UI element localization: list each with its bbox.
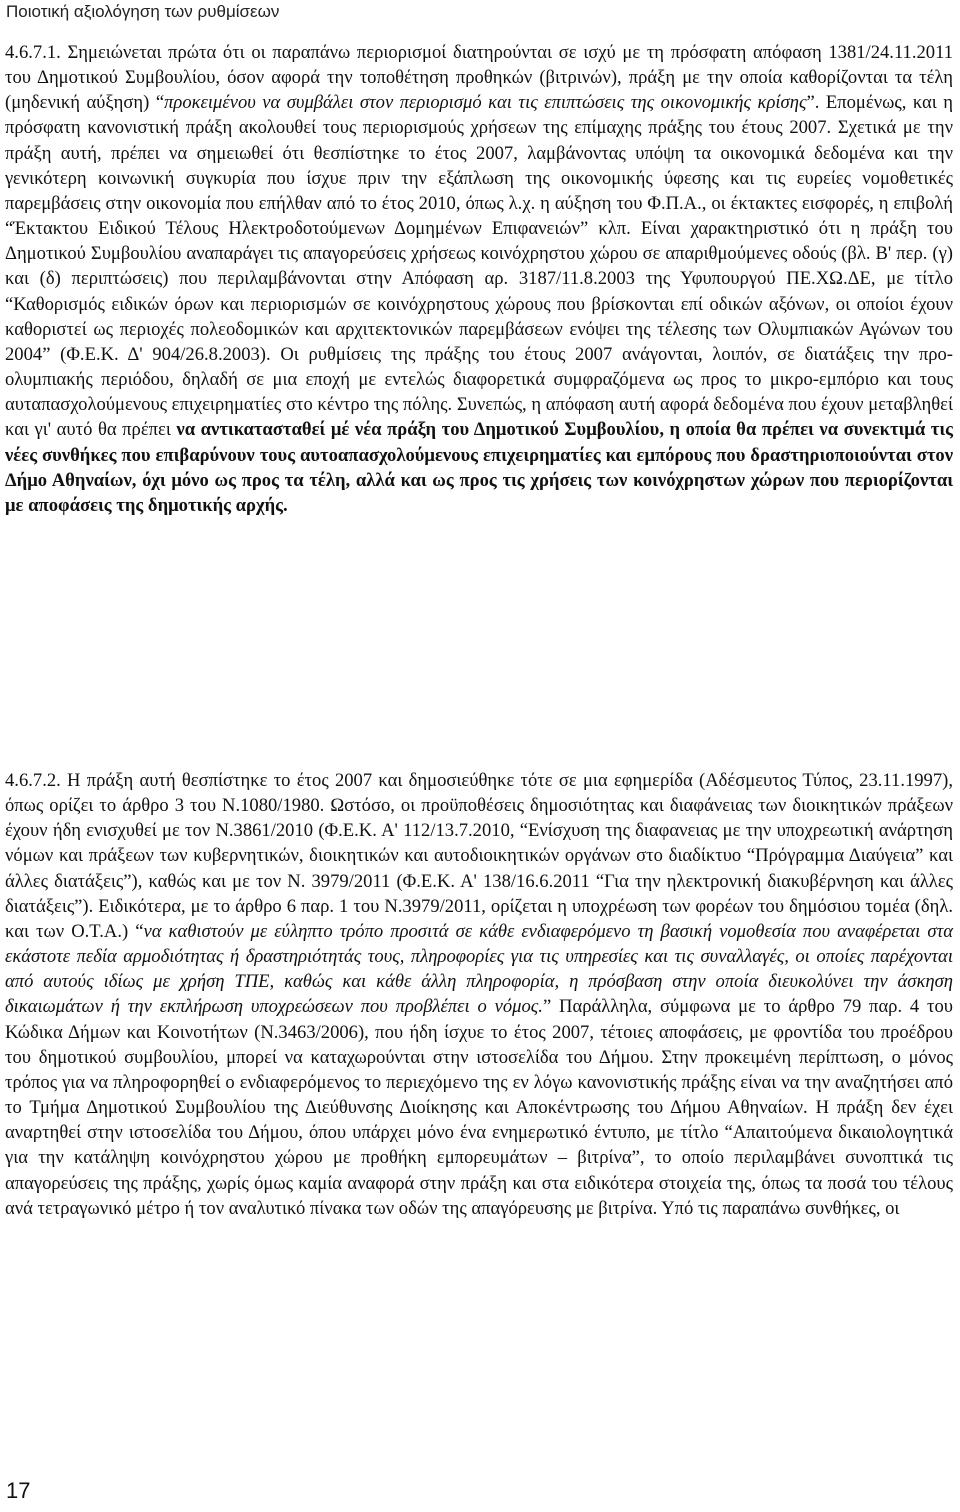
text-run: 4.6.7.1. Σημειώνεται πρώτα ότι οι παραπάνω περιορισμοί διατηρούνται σε ισχύ με τη πρόσφατη απόφαση 1381/24.11.2011 του Δημοτικού Συμβουλίου, όσον αφορά την τοποθέτηση προθηκών (βιτρινών), πράξη με την οποία καθορίζονται τα τέλη (μηδενική αύξηση) “: [5, 42, 953, 114]
text-run-italic: προκειμένου να συμβάλει στον περιορισμό και τις επιπτώσεις της οικονομικής κρίσης: [164, 92, 807, 114]
page-number: 17: [6, 1478, 31, 1503]
running-header: Ποιοτική αξιολόγηση των ρυθμίσεων: [6, 2, 280, 21]
paragraph-4-6-7-1: [5, 40, 953, 518]
text-run-italic: να καθιστούν με εύληπτο τρόπο προσιτά σε κάθε ενδιαφερόμενο τη βασική νομοθεσία που αναφέρεται στα εκάστοτε πεδία αρμοδιότητας ή δραστηριότητάς τους, πληροφορίες για τις υπηρεσίες και τις συναλλαγές, οι οποίες παρέχονται από αυτούς ιδίως με χρήση ΤΠΕ, καθώς και κάθε άλλη πληροφορία, η πρόσβαση στην οποία διευκολύνει την άσκηση δικαιωμάτων ή την εκπλήρωση υποχρεώσεων που προβλέπει ο νόμος.: [5, 920, 953, 1018]
text-run: 4.6.7.2. Η πράξη αυτή θεσπίστηκε το έτος 2007 και δημοσιεύθηκε τότε σε μια εφημερίδα (Αδέσμευτος Τύπος, 23.11.1997), όπως ορίζει το άρθρο 3 του Ν.1080/1980. Ωστόσο, οι προϋποθέσεις δημοσιότητας και διαφάνειας των διοικητικών πράξεων έχουν ήδη ενισχυθεί με τον Ν.3861/2010 (Φ.Ε.Κ. Α' 112/13.7.2010, “Ενίσχυση της διαφανειας με την υποχρεωτική ανάρτηση νόμων και πράξεων των κυβερνητικών, διοικητικών και αυτοδιοικητικών οργάνων στο διαδίκτυο “Πρόγραμμα Διαύγεια” και άλλες διατάξεις”), καθώς και με τον Ν. 3979/2011 (Φ.Ε.Κ. Α' 138/16.6.2011 “Για την ηλεκτρονική διακυβέρνηση και άλλες διατάξεις”). Ειδικότερα, με το άρθρο 6 παρ. 1 του Ν.3979/2011, ορίζεται η υποχρέωση των φορέων του δημόσιου τομέα (δηλ. και των Ο.Τ.Α.) “: [5, 770, 953, 942]
text-run: ” Παράλληλα, σύμφωνα με το άρθρο 79 παρ. 4 του Κώδικα Δήμων και Κοινοτήτων (Ν.3463/2006), που ήδη ίσχυε το έτος 2007, τέτοιες αποφάσεις, με φροντίδα του προέδρου του δημοτικού συμβουλίου, μπορεί να καταχωρούνται στην ιστοσελίδα του Δήμου. Στην προκειμένη περίπτωση, ο μόνος τρόπος για να πληροφορηθεί ο ενδιαφερόμενος το περιεχόμενο της εν λόγω κανονιστικής πράξης είναι να την αναζητήσει από το Τμήμα Δημοτικού Συμβουλίου της Διεύθυνσης Διοίκησης και Αποκέντρωσης του Δήμου Αθηναίων. Η πράξη δεν έχει αναρτηθεί στην ιστοσελίδα του Δήμου, όπου υπάρχει μόνο ένα ενημερωτικό έντυπο, με τίτλο “Απαιτούμενα δικαιολογητικά για την κατάληψη κοινόχρηστου χώρου με προθήκη εμπορευμάτων – βιτρίνα”, το οποίο περιλαμβάνει συνοπτικά τις απαγορεύσεις της πράξης, χωρίς όμως καμία αναφορά στην πράξη και στα ειδικότερα στοιχεία της, όπως τα ποσά του τέλους ανά τετραγωνικό μέτρο ή τον αναλυτικό πίνακα των οδών της απαγόρευσης με βιτρίνα. Υπό τις παραπάνω συνθήκες, οι: [5, 996, 954, 1219]
text-run: ”. Επομένως, και η πρόσφατη κανονιστική πράξη ακολουθεί τους περιορισμούς χρήσεων της επίμαχης πράξης του έτους 2007. Σχετικά με την πράξη αυτή, πρέπει να σημειωθεί ότι θεσπίστηκε το έτος 2007, λαμβάνοντας υπόψη τα οικονομικά δεδομένα και την γενικότερη κοινωνική συγκυρία που ίσχυε πριν την εξάπλωση της οικονομικής ύφεσης και τις ευρείες νομοθετικές παρεμβάσεις στην οικονομία που επήλθαν από το έτος 2010, όπως λ.χ. η αύξηση του Φ.Π.Α., οι έκτακτες εισφορές, η επιβολή “Έκτακτου Ειδικού Τέλους Ηλεκτροδοτούμενων Δομημένων Επιφανειών” κλπ. Είναι χαρακτηριστικό ότι η πράξη του Δημοτικού Συμβουλίου αναπαράγει τις απαγορεύσεις χρήσεως κοινόχρηστου χώρου σε απαριθμούμενες οδούς (βλ. Β' περ. (γ) και (δ) περιπτώσεις) που περιλαμβάνονται στην Απόφαση αρ. 3187/11.8.2003 της Υφυπουργού ΠΕ.ΧΩ.ΔΕ, με τίτλο “Καθορισμός ειδικών όρων και περιορισμών σε κοινόχρηστους χώρους που βρίσκονται επί οδικών αξόνων, οι οποίοι έχουν καθοριστεί ως περιοχές πολεοδομικών και αρχιτεκτονικών παρεμβάσεων ενόψει της τέλεσης των Ολυμπιακών Αγώνων του 2004” (Φ.Ε.Κ. Δ' 904/26.8.2003). Οι ρυθμίσεις της πράξης του έτους 2007 ανάγονται, λοιπόν, σε διατάξεις την προ-ολυμπιακής περιόδου, δηλαδή σε μια εποχή με εντελώς διαφορετικά συμφραζόμενα ως προς το μικρο-εμπόριο και τους αυταπασχολούμενους επιχειρηματίες στο κέντρο της πόλης. Συνεπώς, η απόφαση αυτή αφορά δεδομένα που έχουν μεταβληθεί και γι' αυτό θα πρέπει: [5, 92, 953, 441]
text-run-bold: να αντικατασταθεί μέ νέα πράξη του Δημοτικού Συμβουλίου, η οποία θα πρέπει να συνεκτιμά τις νέες συνθήκες που επιβαρύνουν τους αυτοαπασχολούμενους επιχειρηματίες και εμπόρους που δραστηριοποιούνται στον Δήμο Αθηναίων, όχι μόνο ως προς τα τέλη, αλλά και ως προς τις χρήσεις των κοινόχρηστων χώρων που περιορίζονται με αποφάσεις της δημοτικής αρχής.: [5, 419, 953, 516]
paragraph-4-6-7-2: [5, 768, 953, 1221]
